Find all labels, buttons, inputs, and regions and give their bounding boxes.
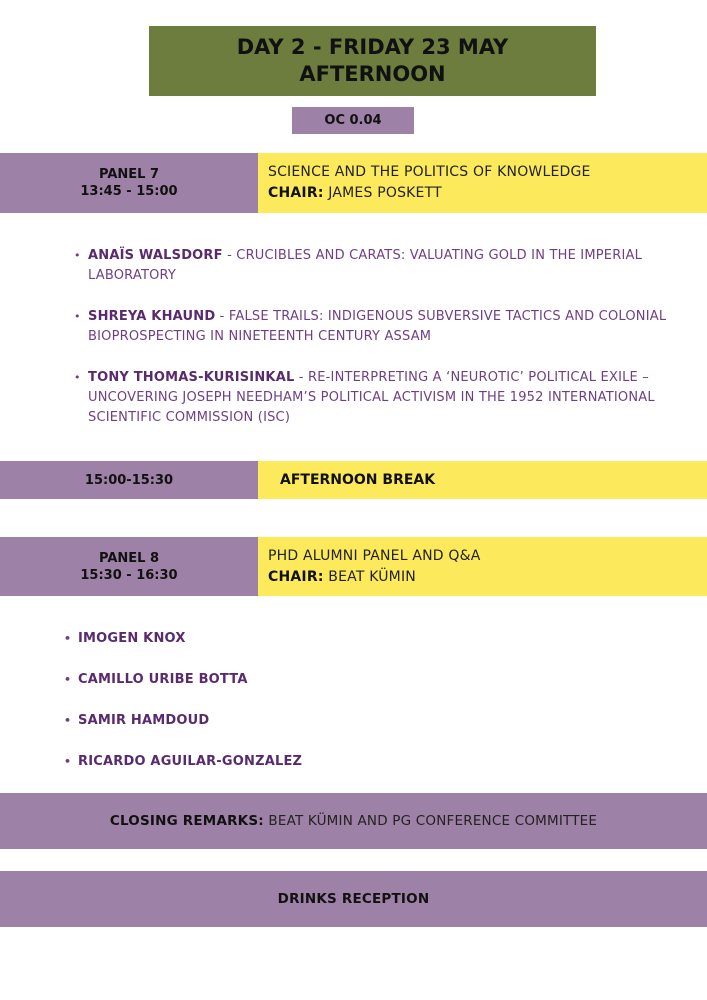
talk-speaker: TONY THOMAS-KURISINKAL (88, 370, 295, 385)
list-item: • CAMILLO URIBE BOTTA (64, 670, 464, 690)
panel-7-chair-name: JAMES POSKETT (328, 185, 442, 201)
closing-remarks-label: CLOSING REMARKS: (109, 813, 264, 829)
panel-7-talk-list (74, 246, 679, 428)
panel-7-time: 13:45 - 15:00 (80, 184, 178, 199)
drinks-reception-bar (0, 871, 707, 927)
break-time: 15:00-15:30 (84, 472, 174, 488)
talk-speaker: SHREYA KHAUND (88, 309, 216, 324)
list-item (74, 246, 679, 286)
talk-title: - FALSE TRAILS: INDIGENOUS SUBVERSIVE TACTICS AND COLONIAL BIOPROSPECTING IN NINETEENTH CENTURY ASSAM (88, 309, 667, 344)
panel-8-label: PANEL 8 (98, 550, 159, 566)
panel-7-chair-label: CHAIR: (268, 185, 324, 201)
title-line-2: AFTERNOON (299, 62, 446, 86)
panel-8-speaker-list (64, 629, 464, 772)
panel-8-info-block (258, 537, 707, 596)
list-item (74, 307, 679, 347)
list-item: • IMOGEN KNOX (64, 629, 464, 649)
panel-7-chair (268, 183, 707, 204)
list-item: • RICARDO AGUILAR-GONZALEZ (64, 752, 464, 772)
panel-7-info-block (258, 153, 707, 213)
talk-title: - RE-INTERPRETING A ‘NEUROTIC’ POLITICAL EXILE – UNCOVERING JOSEPH NEEDHAM’S POLITICAL ACTIVISM IN THE 1952 INTERNATIONAL SCIENTIFIC COMMISSION (ISC) (88, 370, 655, 425)
title-line-1: DAY 2 - FRIDAY 23 MAY (236, 35, 509, 59)
drinks-reception-label: DRINKS RECEPTION (277, 891, 430, 907)
panel-8-title: PHD ALUMNI PANEL AND Q&A (268, 547, 481, 564)
page-title (149, 26, 596, 96)
panel-7-label: PANEL 7 (98, 167, 159, 182)
panel-8-chair (268, 567, 707, 588)
break-label: AFTERNOON BREAK (280, 472, 436, 488)
panel-8-chair-name: BEAT KÜMIN (328, 568, 416, 585)
panel-8-time-block (0, 537, 258, 596)
panel-7-time-block (0, 153, 258, 213)
list-item (74, 368, 679, 428)
panel-8-time: 15:30 - 16:30 (80, 567, 178, 583)
talk-speaker: ANAÏS WALSDORF (88, 248, 223, 263)
panel-8-chair-label: CHAIR: (268, 568, 324, 585)
break-label-block (258, 461, 707, 499)
closing-remarks-text: BEAT KÜMIN AND PG CONFERENCE COMMITTEE (268, 813, 598, 829)
closing-remarks-bar (0, 793, 707, 849)
break-time-block (0, 461, 258, 499)
list-item: • SAMIR HAMDOUD (64, 711, 464, 731)
panel-7-title: SCIENCE AND THE POLITICS OF KNOWLEDGE (268, 164, 591, 180)
room-badge: OC 0.04 (292, 107, 414, 134)
talk-title: - CRUCIBLES AND CARATS: VALUATING GOLD IN THE IMPERIAL LABORATORY (88, 248, 643, 283)
